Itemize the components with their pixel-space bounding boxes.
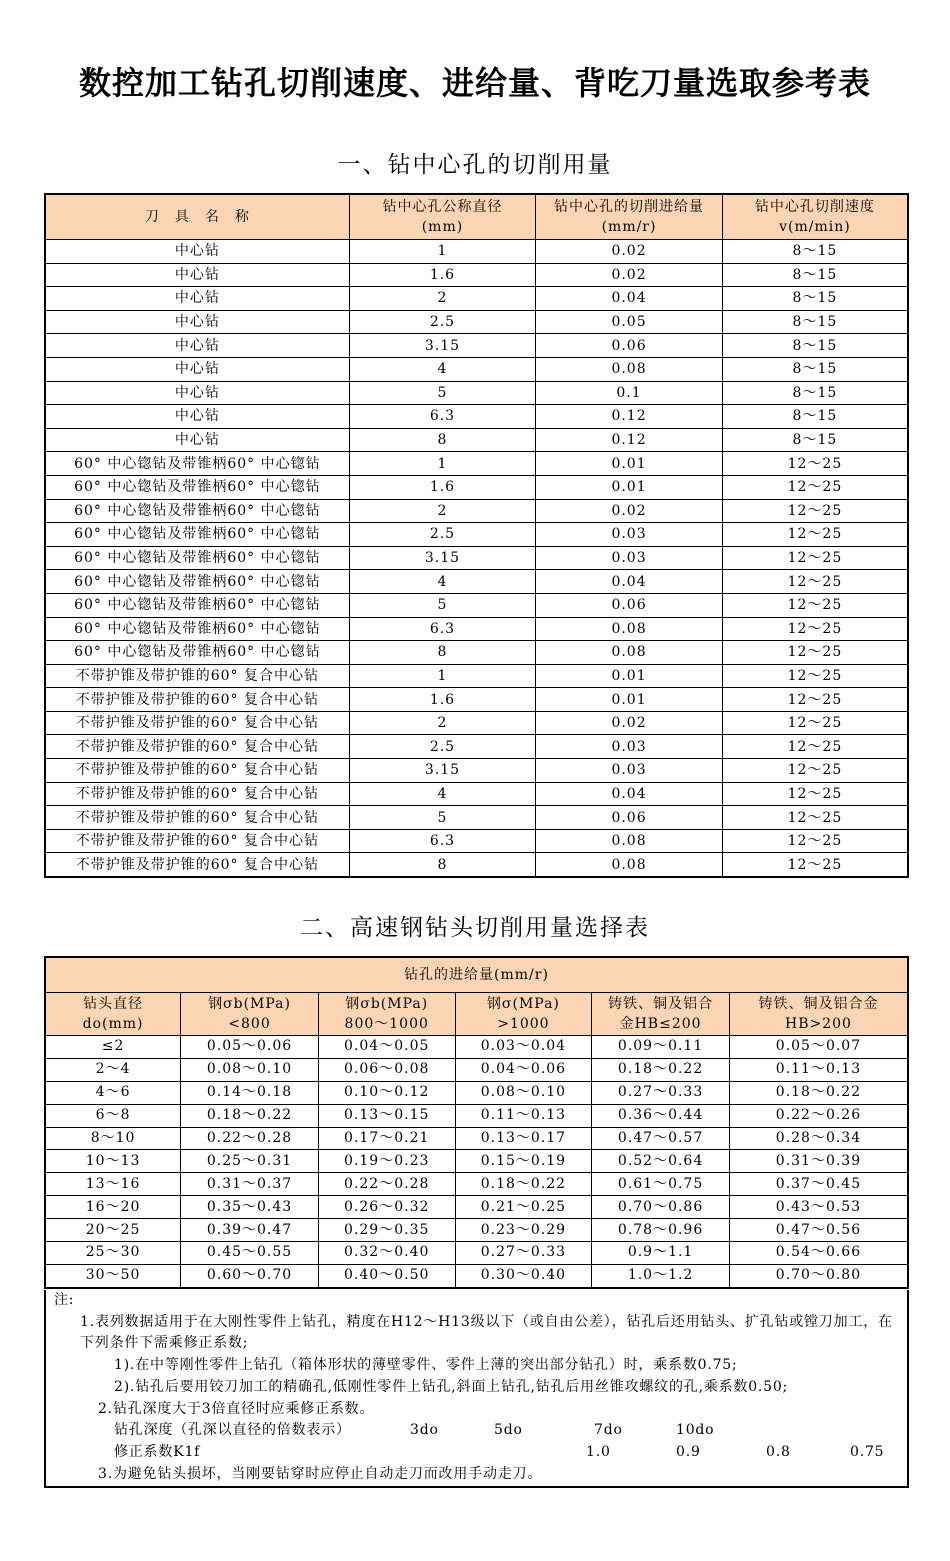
diameter-cell: 5 xyxy=(349,806,536,830)
center-drill-table xyxy=(44,193,909,878)
cast-iron-gt200-cell: 0.43～0.53 xyxy=(729,1196,908,1219)
speed-cell: 8～15 xyxy=(722,263,908,287)
diameter-cell: 20～25 xyxy=(45,1219,181,1242)
steel-800-1000-cell: 0.19～0.23 xyxy=(318,1150,455,1173)
speed-cell: 8～15 xyxy=(722,357,908,381)
steel-gt1000-cell: 0.21～0.25 xyxy=(455,1196,592,1219)
diameter-cell: 8 xyxy=(349,853,536,877)
steel-gt1000-cell: 0.13～0.17 xyxy=(455,1127,592,1150)
steel-800-1000-cell: 0.40～0.50 xyxy=(318,1264,455,1287)
feed-cell: 0.03 xyxy=(536,759,723,783)
depth-label: 钻孔深度（孔深以直径的倍数表示） xyxy=(114,1422,351,1439)
feed-cell: 0.12 xyxy=(536,428,723,452)
speed-cell: 12～25 xyxy=(722,617,908,641)
cast-iron-gt200-cell: 0.11～0.13 xyxy=(729,1058,908,1081)
tool-name-cell: 60° 中心锪钻及带锥柄60° 中心锪钻 xyxy=(45,617,349,641)
diameter-cell: 1.6 xyxy=(349,475,536,499)
table-row xyxy=(45,357,908,381)
speed-cell: 12～25 xyxy=(722,499,908,523)
feed-cell: 0.01 xyxy=(536,688,723,712)
tool-name-cell: 中心钻 xyxy=(45,287,349,311)
table-row xyxy=(45,664,908,688)
table-row xyxy=(45,523,908,547)
steel-lt800-cell: 0.35～0.43 xyxy=(181,1196,319,1219)
diameter-cell: 30～50 xyxy=(45,1264,181,1287)
note-1b: 2).钻孔后要用铰刀加工的精确孔,低刚性零件上钻孔,斜面上钻孔,钻孔后用丝锥攻螺纹的孔,乘系数0.50; xyxy=(114,1378,789,1395)
k-value: 0.8 xyxy=(766,1443,791,1460)
tool-name-cell: 不带护锥及带护锥的60° 复合中心钻 xyxy=(45,711,349,735)
table-row xyxy=(45,310,908,334)
depth-row xyxy=(46,1420,907,1442)
feed-cell: 0.08 xyxy=(536,829,723,853)
tool-name-cell: 不带护锥及带护锥的60° 复合中心钻 xyxy=(45,688,349,712)
table-row xyxy=(45,1264,908,1287)
steel-gt1000-cell: 0.03～0.04 xyxy=(455,1036,592,1059)
tool-name-cell: 60° 中心锪钻及带锥柄60° 中心锪钻 xyxy=(45,523,349,547)
steel-lt800-cell: 0.08～0.10 xyxy=(181,1058,319,1081)
feed-cell: 0.01 xyxy=(536,475,723,499)
table-row xyxy=(45,829,908,853)
diameter-cell: 4 xyxy=(349,782,536,806)
tool-name-cell: 不带护锥及带护锥的60° 复合中心钻 xyxy=(45,735,349,759)
steel-gt1000-cell: 0.23～0.29 xyxy=(455,1219,592,1242)
feed-cell: 0.04 xyxy=(536,782,723,806)
header-cast-iron-le200: 铸铁、铜及铝合 金HB≤200 xyxy=(592,993,730,1036)
table-row xyxy=(45,1173,908,1196)
tool-name-cell: 不带护锥及带护锥的60° 复合中心钻 xyxy=(45,664,349,688)
diameter-cell: 25～30 xyxy=(45,1242,181,1265)
table-row xyxy=(45,499,908,523)
feed-cell: 0.01 xyxy=(536,664,723,688)
feed-cell: 0.04 xyxy=(536,570,723,594)
table-row xyxy=(45,1219,908,1242)
speed-cell: 12～25 xyxy=(722,475,908,499)
diameter-cell: 3.15 xyxy=(349,759,536,783)
table-row xyxy=(45,711,908,735)
tool-name-cell: 60° 中心锪钻及带锥柄60° 中心锪钻 xyxy=(45,452,349,476)
speed-cell: 12～25 xyxy=(722,546,908,570)
tool-name-cell: 60° 中心锪钻及带锥柄60° 中心锪钻 xyxy=(45,499,349,523)
tool-name-cell: 中心钻 xyxy=(45,310,349,334)
table-row xyxy=(45,287,908,311)
diameter-cell: 2 xyxy=(349,287,536,311)
speed-cell: 8～15 xyxy=(722,310,908,334)
steel-lt800-cell: 0.31～0.37 xyxy=(181,1173,319,1196)
tool-name-cell: 60° 中心锪钻及带锥柄60° 中心锪钻 xyxy=(45,475,349,499)
speed-cell: 8～15 xyxy=(722,287,908,311)
steel-800-1000-cell: 0.17～0.21 xyxy=(318,1127,455,1150)
header-speed: 钻中心孔切削速度 v(m/min) xyxy=(722,194,908,240)
feed-cell: 0.08 xyxy=(536,357,723,381)
depth-value: 10do xyxy=(676,1422,715,1439)
feed-cell: 0.06 xyxy=(536,334,723,358)
diameter-cell: 1 xyxy=(349,240,536,264)
diameter-cell: 3.15 xyxy=(349,546,536,570)
note-1a: 1).在中等刚性零件上钻孔（箱体形状的薄壁零件、零件上薄的突出部分钻孔）时，乘系数0.75; xyxy=(114,1357,738,1374)
feed-cell: 0.08 xyxy=(536,617,723,641)
cast-iron-gt200-cell: 0.31～0.39 xyxy=(729,1150,908,1173)
feed-cell: 0.01 xyxy=(536,452,723,476)
diameter-cell: 1 xyxy=(349,452,536,476)
feed-cell: 0.02 xyxy=(536,499,723,523)
cast-iron-le200-cell: 0.9～1.1 xyxy=(592,1242,730,1265)
diameter-cell: 2 xyxy=(349,499,536,523)
table-row xyxy=(45,475,908,499)
tool-name-cell: 不带护锥及带护锥的60° 复合中心钻 xyxy=(45,829,349,853)
cast-iron-gt200-cell: 0.37～0.45 xyxy=(729,1173,908,1196)
steel-lt800-cell: 0.22～0.28 xyxy=(181,1127,319,1150)
cast-iron-gt200-cell: 0.05～0.07 xyxy=(729,1036,908,1059)
steel-gt1000-cell: 0.04～0.06 xyxy=(455,1058,592,1081)
table-row xyxy=(45,240,908,264)
note-1: 1.表列数据适用于在大刚性零件上钻孔，精度在H12～H13级以下（或自由公差），钻孔后还用钻头、扩孔钻或镗刀加工，在下列条件下需乘修正系数; xyxy=(80,1313,893,1352)
steel-lt800-cell: 0.45～0.55 xyxy=(181,1242,319,1265)
cast-iron-le200-cell: 0.18～0.22 xyxy=(592,1058,730,1081)
header-steel-gt1000: 钢σ(MPa) >1000 xyxy=(455,993,592,1036)
cast-iron-le200-cell: 0.70～0.86 xyxy=(592,1196,730,1219)
steel-800-1000-cell: 0.13～0.15 xyxy=(318,1104,455,1127)
diameter-cell: 3.15 xyxy=(349,334,536,358)
speed-cell: 12～25 xyxy=(722,853,908,877)
diameter-cell: 8 xyxy=(349,428,536,452)
diameter-cell: 6～8 xyxy=(45,1104,181,1127)
header-steel-800-1000: 钢σb(MPa) 800～1000 xyxy=(318,993,455,1036)
table-header-row xyxy=(45,957,908,993)
tool-name-cell: 中心钻 xyxy=(45,263,349,287)
steel-gt1000-cell: 0.11～0.13 xyxy=(455,1104,592,1127)
table-row xyxy=(45,759,908,783)
steel-lt800-cell: 0.05～0.06 xyxy=(181,1036,319,1059)
table-row xyxy=(45,1127,908,1150)
tool-name-cell: 中心钻 xyxy=(45,357,349,381)
speed-cell: 8～15 xyxy=(722,428,908,452)
diameter-cell: ≤2 xyxy=(45,1036,181,1059)
k-row xyxy=(46,1442,907,1464)
steel-gt1000-cell: 0.15～0.19 xyxy=(455,1150,592,1173)
tool-name-cell: 60° 中心锪钻及带锥柄60° 中心锪钻 xyxy=(45,641,349,665)
speed-cell: 12～25 xyxy=(722,641,908,665)
table-row xyxy=(45,381,908,405)
note-3: 3.为避免钻头损坏，当刚要钻穿时应停止自动走刀而改用手动走刀。 xyxy=(98,1465,543,1482)
header-feed: 钻中心孔的切削进给量 (mm/r) xyxy=(536,194,723,240)
table-row xyxy=(45,1196,908,1219)
diameter-cell: 6.3 xyxy=(349,829,536,853)
cast-iron-le200-cell: 0.52～0.64 xyxy=(592,1150,730,1173)
feed-cell: 0.06 xyxy=(536,593,723,617)
diameter-cell: 5 xyxy=(349,381,536,405)
table-row xyxy=(45,1104,908,1127)
note-2: 2.钻孔深度大于3倍直径时应乘修正系数。 xyxy=(98,1400,375,1417)
cast-iron-le200-cell: 0.09～0.11 xyxy=(592,1036,730,1059)
table-row xyxy=(45,1058,908,1081)
header-drill-diameter: 钻头直径 do(mm) xyxy=(45,993,181,1036)
tool-name-cell: 60° 中心锪钻及带锥柄60° 中心锪钻 xyxy=(45,546,349,570)
table-row xyxy=(45,334,908,358)
feed-cell: 0.04 xyxy=(536,287,723,311)
steel-lt800-cell: 0.14～0.18 xyxy=(181,1081,319,1104)
speed-cell: 8～15 xyxy=(722,334,908,358)
tool-name-cell: 60° 中心锪钻及带锥柄60° 中心锪钻 xyxy=(45,593,349,617)
steel-800-1000-cell: 0.10～0.12 xyxy=(318,1081,455,1104)
speed-cell: 12～25 xyxy=(722,593,908,617)
table-row xyxy=(45,1150,908,1173)
speed-cell: 12～25 xyxy=(722,523,908,547)
speed-cell: 12～25 xyxy=(722,664,908,688)
diameter-cell: 1 xyxy=(349,664,536,688)
diameter-cell: 10～13 xyxy=(45,1150,181,1173)
table-subheader-row xyxy=(45,993,908,1036)
table-row xyxy=(45,782,908,806)
table-row xyxy=(45,1242,908,1265)
cast-iron-gt200-cell: 0.70～0.80 xyxy=(729,1264,908,1287)
steel-gt1000-cell: 0.27～0.33 xyxy=(455,1242,592,1265)
cast-iron-le200-cell: 0.61～0.75 xyxy=(592,1173,730,1196)
table-row xyxy=(45,593,908,617)
steel-gt1000-cell: 0.18～0.22 xyxy=(455,1173,592,1196)
diameter-cell: 2.5 xyxy=(349,735,536,759)
cast-iron-le200-cell: 0.27～0.33 xyxy=(592,1081,730,1104)
section1-title: 一、钻中心孔的切削用量 xyxy=(337,152,613,178)
steel-lt800-cell: 0.39～0.47 xyxy=(181,1219,319,1242)
speed-cell: 12～25 xyxy=(722,759,908,783)
depth-value: 7do xyxy=(594,1422,623,1439)
feed-cell: 0.03 xyxy=(536,546,723,570)
speed-cell: 12～25 xyxy=(722,570,908,594)
tool-name-cell: 中心钻 xyxy=(45,405,349,429)
steel-800-1000-cell: 0.22～0.28 xyxy=(318,1173,455,1196)
table-row xyxy=(45,263,908,287)
notes-label: 注: xyxy=(54,1292,75,1308)
diameter-cell: 4 xyxy=(349,357,536,381)
k-value: 1.0 xyxy=(586,1443,611,1460)
tool-name-cell: 不带护锥及带护锥的60° 复合中心钻 xyxy=(45,782,349,806)
table-row xyxy=(45,641,908,665)
diameter-cell: 13～16 xyxy=(45,1173,181,1196)
feed-cell: 0.08 xyxy=(536,641,723,665)
diameter-cell: 1.6 xyxy=(349,688,536,712)
tool-name-cell: 不带护锥及带护锥的60° 复合中心钻 xyxy=(45,759,349,783)
table-row xyxy=(45,452,908,476)
depth-value: 5do xyxy=(494,1422,523,1439)
k-value: 0.9 xyxy=(676,1443,701,1460)
diameter-cell: 16～20 xyxy=(45,1196,181,1219)
steel-800-1000-cell: 0.29～0.35 xyxy=(318,1219,455,1242)
page-title: 数控加工钻孔切削速度、进给量、背吃刀量选取参考表 xyxy=(78,64,871,102)
steel-lt800-cell: 0.60～0.70 xyxy=(181,1264,319,1287)
cast-iron-le200-cell: 0.47～0.57 xyxy=(592,1127,730,1150)
tool-name-cell: 60° 中心锪钻及带锥柄60° 中心锪钻 xyxy=(45,570,349,594)
diameter-cell: 6.3 xyxy=(349,617,536,641)
table-row xyxy=(45,853,908,877)
table-header-row xyxy=(45,194,908,240)
diameter-cell: 8～10 xyxy=(45,1127,181,1150)
feed-cell: 0.12 xyxy=(536,405,723,429)
feed-cell: 0.08 xyxy=(536,853,723,877)
tool-name-cell: 中心钻 xyxy=(45,428,349,452)
tool-name-cell: 不带护锥及带护锥的60° 复合中心钻 xyxy=(45,806,349,830)
hss-drill-table xyxy=(44,956,909,1289)
table-row xyxy=(45,570,908,594)
header-feed-rate: 钻孔的进给量(mm/r) xyxy=(45,957,908,993)
k-label: 修正系数K1f xyxy=(114,1443,201,1460)
speed-cell: 12～25 xyxy=(722,829,908,853)
feed-cell: 0.03 xyxy=(536,523,723,547)
diameter-cell: 4 xyxy=(349,570,536,594)
diameter-cell: 5 xyxy=(349,593,536,617)
cast-iron-gt200-cell: 0.28～0.34 xyxy=(729,1127,908,1150)
speed-cell: 12～25 xyxy=(722,806,908,830)
steel-gt1000-cell: 0.08～0.10 xyxy=(455,1081,592,1104)
speed-cell: 12～25 xyxy=(722,688,908,712)
diameter-cell: 2.5 xyxy=(349,310,536,334)
steel-800-1000-cell: 0.06～0.08 xyxy=(318,1058,455,1081)
speed-cell: 12～25 xyxy=(722,782,908,806)
steel-800-1000-cell: 0.26～0.32 xyxy=(318,1196,455,1219)
cast-iron-gt200-cell: 0.22～0.26 xyxy=(729,1104,908,1127)
table-row xyxy=(45,617,908,641)
table-row xyxy=(45,1081,908,1104)
tool-name-cell: 中心钻 xyxy=(45,334,349,358)
diameter-cell: 4～6 xyxy=(45,1081,181,1104)
steel-gt1000-cell: 0.30～0.40 xyxy=(455,1264,592,1287)
table-row xyxy=(45,428,908,452)
tool-name-cell: 中心钻 xyxy=(45,381,349,405)
feed-cell: 0.02 xyxy=(536,711,723,735)
header-diameter: 钻中心孔公称直径 (mm) xyxy=(349,194,536,240)
table-row xyxy=(45,688,908,712)
speed-cell: 8～15 xyxy=(722,405,908,429)
feed-cell: 0.02 xyxy=(536,263,723,287)
diameter-cell: 1.6 xyxy=(349,263,536,287)
speed-cell: 12～25 xyxy=(722,735,908,759)
table-row xyxy=(45,806,908,830)
diameter-cell: 6.3 xyxy=(349,405,536,429)
feed-cell: 0.05 xyxy=(536,310,723,334)
steel-lt800-cell: 0.18～0.22 xyxy=(181,1104,319,1127)
diameter-cell: 2 xyxy=(349,711,536,735)
speed-cell: 8～15 xyxy=(722,381,908,405)
feed-cell: 0.03 xyxy=(536,735,723,759)
diameter-cell: 2～4 xyxy=(45,1058,181,1081)
k-value: 0.75 xyxy=(850,1443,885,1460)
section2-title: 二、高速钢钻头切削用量选择表 xyxy=(300,915,650,941)
diameter-cell: 2.5 xyxy=(349,523,536,547)
cast-iron-gt200-cell: 0.47～0.56 xyxy=(729,1219,908,1242)
tool-name-cell: 中心钻 xyxy=(45,240,349,264)
cast-iron-gt200-cell: 0.18～0.22 xyxy=(729,1081,908,1104)
cast-iron-le200-cell: 0.36～0.44 xyxy=(592,1104,730,1127)
steel-lt800-cell: 0.25～0.31 xyxy=(181,1150,319,1173)
speed-cell: 12～25 xyxy=(722,452,908,476)
feed-cell: 0.02 xyxy=(536,240,723,264)
header-steel-lt800: 钢σb(MPa) <800 xyxy=(181,993,319,1036)
table-row xyxy=(45,546,908,570)
diameter-cell: 8 xyxy=(349,641,536,665)
speed-cell: 12～25 xyxy=(722,711,908,735)
header-cast-iron-gt200: 铸铁、铜及铝合金 HB>200 xyxy=(729,993,908,1036)
tool-name-cell: 不带护锥及带护锥的60° 复合中心钻 xyxy=(45,853,349,877)
table-row xyxy=(45,405,908,429)
header-tool-name: 刀 具 名 称 xyxy=(45,194,349,240)
speed-cell: 8～15 xyxy=(722,240,908,264)
notes-box xyxy=(44,1290,909,1488)
table-row xyxy=(45,1036,908,1059)
feed-cell: 0.1 xyxy=(536,381,723,405)
cast-iron-le200-cell: 1.0～1.2 xyxy=(592,1264,730,1287)
cast-iron-le200-cell: 0.78～0.96 xyxy=(592,1219,730,1242)
depth-value: 3do xyxy=(410,1422,439,1439)
steel-800-1000-cell: 0.32～0.40 xyxy=(318,1242,455,1265)
feed-cell: 0.06 xyxy=(536,806,723,830)
cast-iron-gt200-cell: 0.54～0.66 xyxy=(729,1242,908,1265)
table-row xyxy=(45,735,908,759)
steel-800-1000-cell: 0.04～0.05 xyxy=(318,1036,455,1059)
